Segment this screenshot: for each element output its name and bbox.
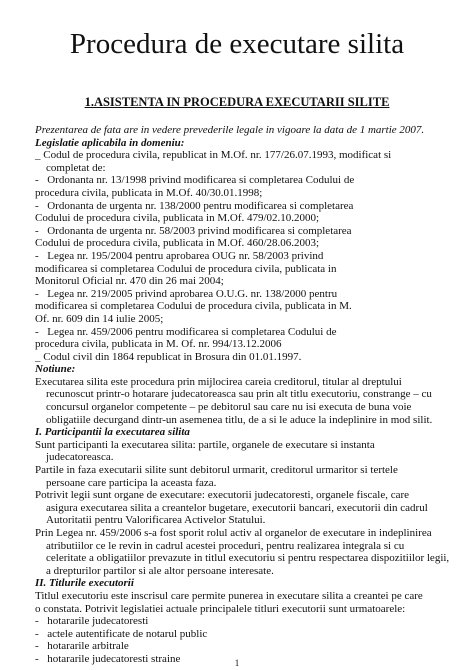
text-line: Executarea silita este procedura prin mijlocirea careia creditorul, titular al dreptului: [35, 375, 402, 388]
subheading-line: I. Participantii la executarea silita: [35, 426, 190, 439]
text-line: Autoritatii pentru Valorificarea Activelor Statului.: [46, 514, 266, 527]
page-number: 1: [234, 658, 240, 668]
text-line: - Ordonanta de urgenta nr. 58/2003 privind modificarea si completarea: [35, 224, 346, 237]
text-line: - Legea nr. 459/2006 pentru modificarea si completarea Codului de: [35, 325, 331, 338]
document-title: Procedura de executare silita: [69, 28, 405, 60]
text-line: recunoscut printr-o hotarare judecatoreasca sau prin alt titlu executoriu, constrange – cu: [46, 388, 432, 401]
text-line: - Ordonanta nr. 13/1998 privind modificarea si completarea Codului de: [35, 174, 349, 187]
text-line: Prezentarea de fata are in vedere prevederile legale in vigoare la data de 1 martie 2007.: [35, 124, 425, 136]
text-line: celeritate a obligatiilor prevazute in titlul executoriu si pentru respectarea dispozitiilor legii,: [46, 552, 450, 565]
text-line: atributiilor ce le revin in cadrul acestei proceduri, pentru realizarea integrala si cu: [46, 539, 405, 552]
text-line: obligatiile decurgand dintr-un asemenea titlu, de a si le aduce la indeplinire in mod silit.: [46, 413, 433, 426]
subheading-line: Legislatie aplicabila in domeniu:: [35, 136, 185, 149]
text-line: - hotararile arbitrale: [35, 640, 123, 653]
section-heading: 1.ASISTENTA IN PROCEDURA EXECUTARII SILITE: [84, 95, 390, 109]
text-line: procedura civila, publicata in M.Of. 40/30.01.1998;: [35, 186, 263, 199]
text-line: Prin Legea nr. 459/2006 s-a fost sporit rolul activ al organelor de executare in indeplinirea: [35, 527, 432, 539]
subheading-line: II. Titlurile executorii: [35, 577, 134, 590]
subheading-line: Notiune:: [35, 363, 76, 376]
text-line: persoane care participa la aceasta faza.: [46, 476, 217, 489]
text-line: judecatoreasca.: [46, 451, 114, 464]
text-line: concursul organelor competente – pe debitorul sau care nu isi executa de buna voie: [46, 401, 412, 414]
document-body: [35, 124, 450, 666]
text-line: _ Codul civil din 1864 republicat in Brosura din 01.01.1997.: [35, 350, 302, 363]
text-line: procedura civila, publicata in M. Of. nr. 994/13.12.2006: [35, 338, 282, 351]
text-line: Codului de procedura civila, publicata in M.Of. 479/02.10.2000;: [35, 212, 320, 225]
text-line: - actele autentificate de notarul public: [35, 627, 202, 640]
text-line: Potrivit legii sunt organe de executare: executorii judecatoresti, organele fiscale, care: [35, 489, 410, 502]
text-line: - hotararile judecatoresti: [35, 615, 143, 628]
text-line: modificarea si completarea Codului de procedura civila, publicata in M.: [35, 300, 352, 313]
text-line: o constata. Potrivit legislatiei actuale principalele titluri executorii sunt urmatoarele:: [35, 602, 406, 615]
text-line: Sunt participanti la executarea silita: partile, organele de executare si instanta: [35, 438, 375, 451]
text-line: modificarea si completarea Codului de procedura civila, publicata in: [35, 262, 337, 275]
text-line: completat de:: [46, 161, 106, 174]
text-line: Codului de procedura civila, publicata in M.Of. 460/28.06.2003;: [35, 237, 320, 250]
text-line: - Legea nr. 195/2004 pentru aprobarea OUG nr. 58/2003 privind: [35, 249, 318, 262]
text-line: - Ordonanta de urgenta nr. 138/2000 pentru modificarea si completarea: [35, 199, 348, 212]
text-line: Of. nr. 609 din 14 iulie 2005;: [35, 312, 164, 325]
text-line: Partile in faza executarii silite sunt debitorul urmarit, creditorul urmaritor si tertele: [35, 464, 398, 477]
text-line: - Legea nr. 219/2005 privind aprobarea O.U.G. nr. 138/2000 pentru: [35, 287, 332, 300]
text-line: asigura executarea silita a creantelor bugetare, executorii bancari, executorii din cadrul: [46, 501, 428, 514]
text-line: Monitorul Oficial nr. 470 din 26 mai 2004;: [35, 275, 224, 288]
text-line: _ Codul de procedura civila, republicat in M.Of. nr. 177/26.07.1993, modificat si: [35, 149, 392, 162]
text-line: a drepturilor partilor si ale altor persoane interesate.: [46, 564, 274, 577]
text-line: Titlul executoriu este inscrisul care permite punerea in executare silita a creantei pe care: [35, 589, 423, 602]
text-line: - hotararile judecatoresti straine: [35, 652, 175, 665]
